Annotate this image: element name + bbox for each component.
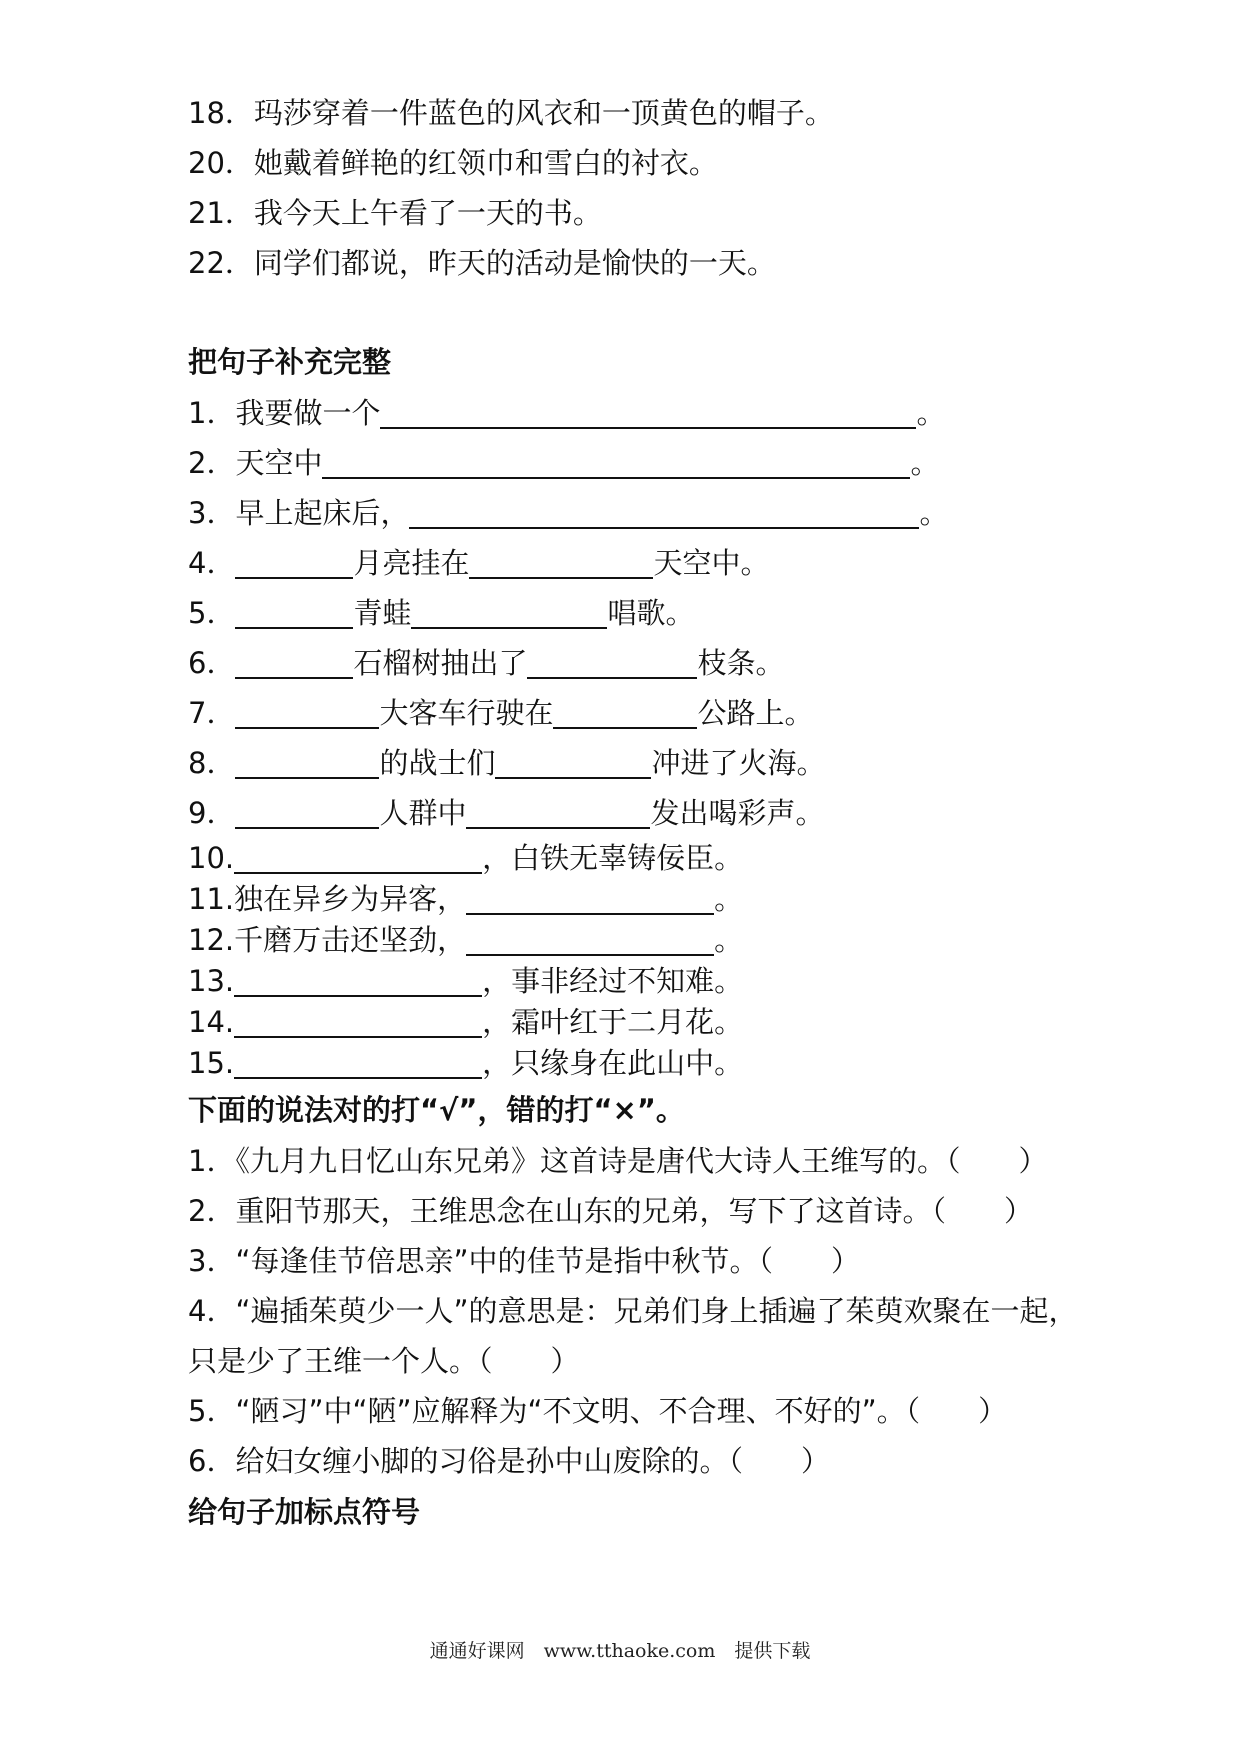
item-number: 4． [188,546,236,580]
answer-blank[interactable] [527,649,697,679]
item-text: 。 [916,396,946,430]
item-text: 。 [910,446,940,480]
list-item: 2．重阳节那天，王维思念在山东的兄弟，写下了这首诗。（ ） [188,1194,1033,1228]
answer-blank[interactable] [322,449,910,479]
item-text: 天空中 [235,446,323,480]
list-item [188,788,1088,838]
page-footer: 通通好课网 www.tthaoke.com 提供下载 [429,1640,811,1662]
item-text: 冲进了火海。 [651,746,826,780]
item-number: 6． [188,646,236,680]
complete-items [188,388,1088,838]
item-text: 唱歌。 [607,596,695,630]
item-text: ，霜叶红于二月花。 [482,1005,744,1039]
item-text: 早上起床后， [235,496,410,530]
list-item [188,1043,1088,1084]
item-text: 。 [714,923,744,957]
item-text: 公路上。 [697,696,814,730]
answer-blank[interactable] [466,926,714,956]
list-item [188,920,1088,961]
list-item: 21．我今天上午看了一天的书。 [188,196,602,230]
item-number: 9． [188,796,236,830]
poem-items [188,838,1088,1084]
item-text: 。 [714,882,744,916]
item-text: 发出喝彩声。 [650,796,825,830]
list-item: 3．“每逢佳节倍思亲”中的佳节是指中秋节。（ ） [188,1244,860,1278]
list-item [188,538,1088,588]
list-item: 5．“陋习”中“陋”应解释为“不文明、不合理、不好的”。（ ） [188,1394,1008,1428]
list-item: 22．同学们都说，昨天的活动是愉快的一天。 [188,246,776,280]
answer-blank[interactable] [380,399,916,429]
item-text: 天空中。 [653,546,770,580]
list-item: 只是少了王维一个人。（ ） [188,1344,580,1378]
item-number: 8． [188,746,236,780]
answer-blank[interactable] [235,649,353,679]
item-text: 月亮挂在 [353,546,470,580]
list-item [188,488,1088,538]
answer-blank[interactable] [553,699,697,729]
answer-blank[interactable] [495,749,651,779]
list-item [188,638,1088,688]
list-item [188,961,1088,1002]
item-text: ，白铁无辜铸佞臣。 [482,841,744,875]
item-text: 大客车行驶在 [379,696,554,730]
answer-blank[interactable] [466,799,650,829]
list-item: 20．她戴着鲜艳的红领巾和雪白的衬衣。 [188,146,718,180]
answer-blank[interactable] [235,699,379,729]
list-item [188,879,1088,920]
list-item [188,438,1088,488]
item-number: 2． [188,446,236,480]
answer-blank[interactable] [234,1049,482,1079]
item-number: 7． [188,696,236,730]
answer-blank[interactable] [466,885,714,915]
list-item [188,388,1088,438]
section-title-complete: 把句子补充完整 [188,345,392,379]
item-number: 13. [188,964,235,998]
answer-blank[interactable] [234,844,482,874]
item-number: 1． [188,396,236,430]
answer-blank[interactable] [234,1008,482,1038]
section-title-punctuation: 给句子加标点符号 [188,1495,421,1529]
list-item: 6．给妇女缠小脚的习俗是孙中山废除的。（ ） [188,1444,830,1478]
item-number: 11. [188,882,235,916]
item-number: 3． [188,496,236,530]
answer-blank[interactable] [235,549,353,579]
list-item [188,1002,1088,1043]
list-item: 18．玛莎穿着一件蓝色的风衣和一顶黄色的帽子。 [188,96,834,130]
item-text: ，只缘身在此山中。 [482,1046,744,1080]
item-text: 人群中 [379,796,467,830]
answer-blank[interactable] [234,967,482,997]
answer-blank[interactable] [235,599,353,629]
item-text: 石榴树抽出了 [353,646,528,680]
answer-blank[interactable] [411,599,607,629]
list-item: 1．《九月九日忆山东兄弟》这首诗是唐代大诗人王维写的。（ ） [188,1144,1048,1178]
list-item [188,588,1088,638]
top-items [188,88,1088,288]
section-title-judge: 下面的说法对的打“√”，错的打“×”。 [188,1093,685,1127]
item-text: 独在异乡为异客， [234,882,467,916]
list-item: 4．“遍插茱萸少一人”的意思是：兄弟们身上插遍了茱萸欢聚在一起， [188,1294,1078,1328]
item-text: 。 [919,496,949,530]
list-item [188,838,1088,879]
answer-blank[interactable] [469,549,653,579]
judge-items [188,1136,1088,1486]
item-number: 5． [188,596,236,630]
item-number: 14. [188,1005,235,1039]
item-text: 千磨万击还坚劲， [234,923,467,957]
answer-blank[interactable] [235,799,379,829]
item-number: 10. [188,841,235,875]
worksheet-page [188,88,1088,1538]
item-text: 的战士们 [379,746,496,780]
list-item [188,688,1088,738]
item-text: 青蛙 [353,596,412,630]
item-text: ，事非经过不知难。 [482,964,744,998]
answer-blank[interactable] [235,749,379,779]
item-text: 枝条。 [697,646,785,680]
item-number: 15. [188,1046,235,1080]
item-text: 我要做一个 [235,396,381,430]
item-number: 12. [188,923,235,957]
list-item [188,738,1088,788]
answer-blank[interactable] [409,499,919,529]
